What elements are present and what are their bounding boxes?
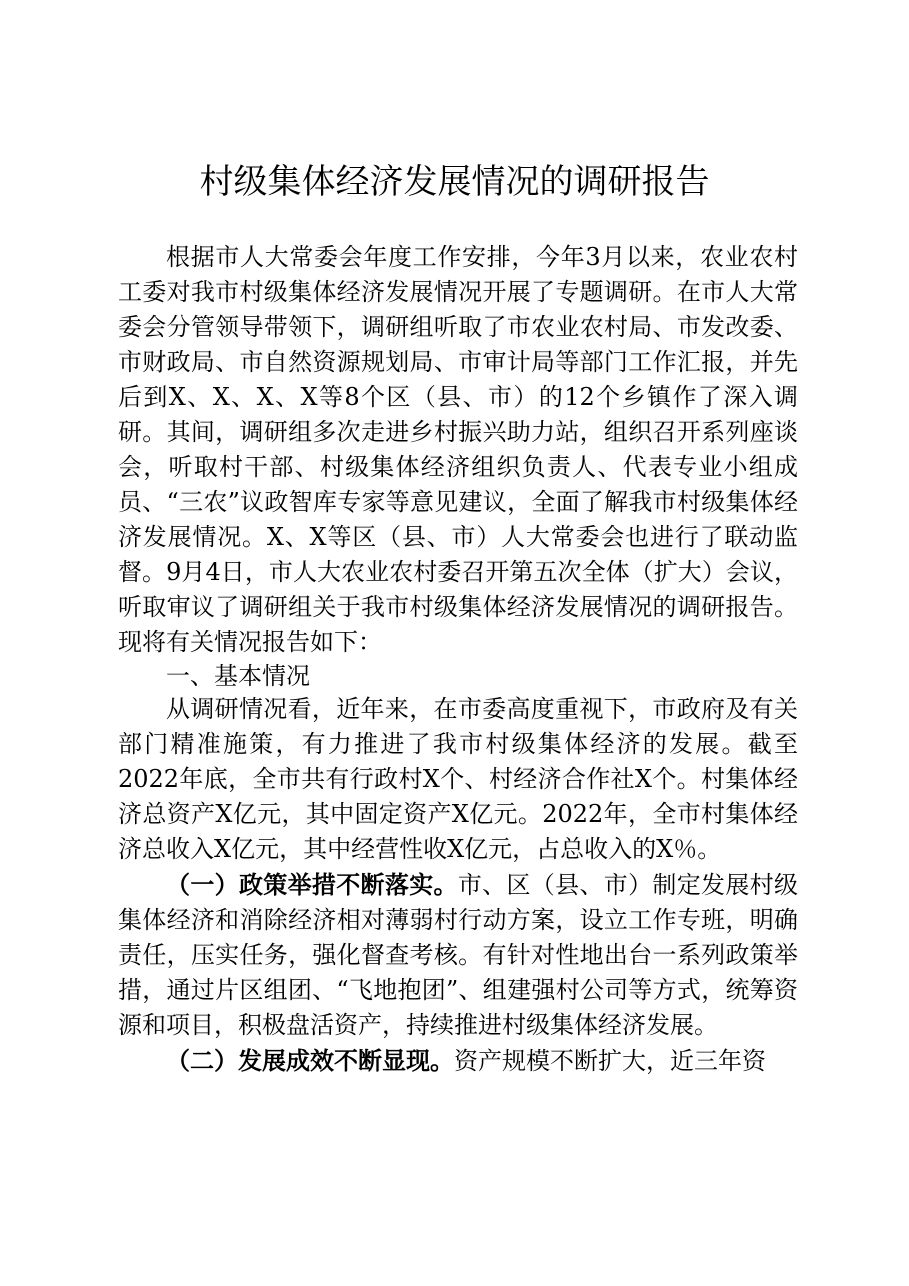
intro-paragraph: 根据市人大常委会年度工作安排，今年3月以来，农业农村工委对我市村级集体经济发展情况开展了专题调研。在市人大常委会分管领导带领下，调研组听取了市农业农村局、市发改委、市财政局、市自然资源规划局、市审计局等部门工作汇报，并先后到X、X、X、X等8个区（县、市）的12个乡镇作了深入调研。其间，调研组多次走进乡村振兴助力站，组织召开系列座谈会，听取村干部、村级集体经济组织负责人、代表专业小组成员、“三农”议政智库专家等意见建议，全面了解我市村级集体经济发展情况。X、X等区（县、市）人大常委会也进行了联动监督。9月4日，市人大农业农村委召开第五次全体（扩大）会议，听取审议了调研组关于我市村级集体经济发展情况的调研报告。现将有关情况报告如下： — [118, 243, 798, 656]
document-title: 村级集体经济发展情况的调研报告 — [199, 162, 710, 202]
subsection-lead-policy: （一）政策举措不断落实。 — [166, 870, 458, 899]
subsection-text-results: 资产规模不断扩大，近三年资 — [454, 1047, 766, 1075]
section-intro-paragraph: 从调研情况看，近年来，在市委高度重视下，市政府及有关部门精准施策，有力推进了我市村级集体经济的发展。截至2022年底，全市共有行政村X个、村经济合作社X个。村集体经济总资产X亿元，其中固定资产X亿元。2022年，全市村集体经济总收入X亿元，其中经营性收X亿元，占总收入的X％。 — [118, 695, 798, 863]
subsection-paragraph-policy — [118, 867, 798, 1043]
subsection-text-policy: 市、区（县、市）制定发展村级集体经济和消除经济相对薄弱村行动方案，设立工作专班，明确责任，压实任务，强化督查考核。有针对性地出台一系列政策举措，通过片区组团、“飞地抱团”、组建强村公司等方式，统筹资源和项目，积极盘活资产，持续推进村级集体经济发展。 — [118, 871, 799, 1039]
section-heading-basic-situation: 一、基本情况 — [166, 662, 310, 690]
subsection-lead-results: （二）发展成效不断显现。 — [166, 1046, 454, 1075]
document-body — [118, 240, 798, 1079]
subsection-paragraph-results — [118, 1043, 798, 1079]
